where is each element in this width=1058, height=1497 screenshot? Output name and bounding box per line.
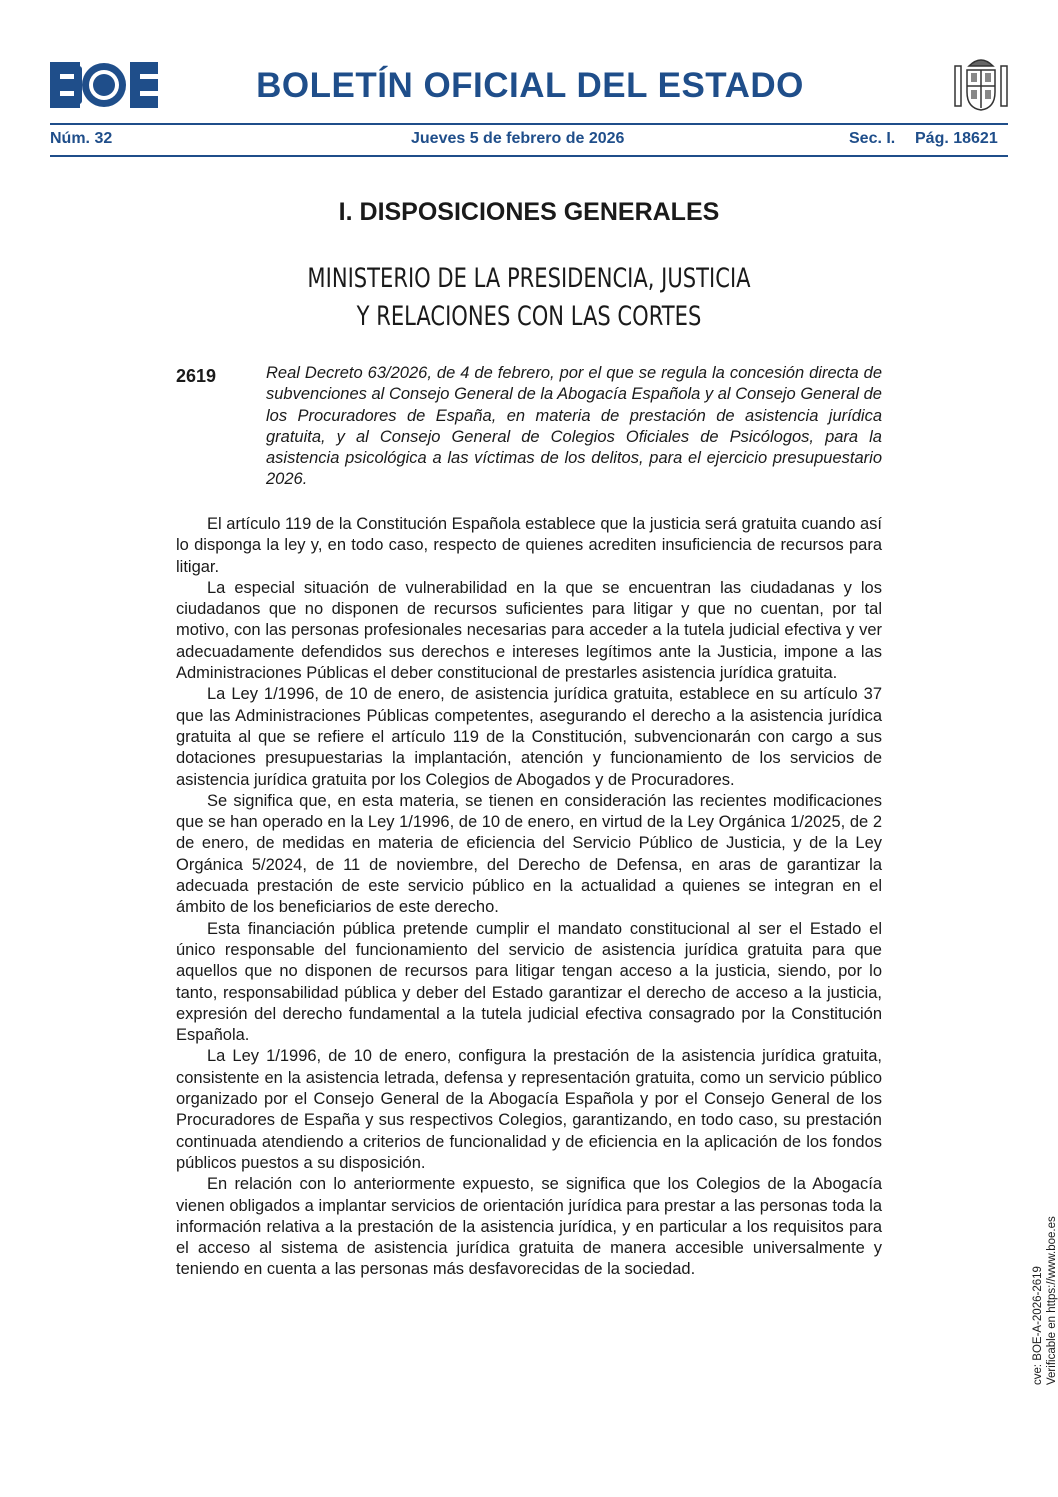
disposition-number: 2619 [176, 366, 217, 386]
header-rule [50, 123, 1008, 125]
paragraph: Se significa que, en esta materia, se tienen en consideración las recientes modificaciones que se han operado en la Ley 1/1996, de 10 de enero, en virtud de la Ley Orgánica 1/2025, de 2 de enero, de medidas en materia de eficiencia del Servicio Público de Justicia, y de la Ley Orgánica 5/2024, de 11 de noviembre, del Derecho de Defensa, en aras de garantizar la adecuada prestación de este servicio público en la actualidad a quienes se integran en el ámbito de los beneficiarios de este derecho. [176, 791, 882, 917]
paragraph: La Ley 1/1996, de 10 de enero, de asistencia jurídica gratuita, establece en su artículo 37 que las Administraciones Públicas competentes, asegurando el derecho a la asistencia jurídica gratuita al que se refiere el artículo 119 de la Constitución, subvencionarán con cargo a sus dotaciones presupuestarias la implantación, atención y funcionamiento de los servicios de asistencia jurídica gratuita por los Colegios de Abogados y de Procuradores. [176, 685, 882, 789]
disposition-title: Real Decreto 63/2026, de 4 de febrero, por el que se regula la concesión directa de subvenciones al Consejo General de la Abogacía Española y al Consejo General de los Procuradores de España, en materia de prestación de asistencia jurídica gratuita, y al Consejo General de Colegios Oficiales de Psicólogos, para la asistencia psicológica a las víctimas de los delitos, para el ejercicio presupuestario 2026. [266, 364, 882, 489]
ministry-line: MINISTERIO DE LA PRESIDENCIA, JUSTICIA [307, 263, 751, 294]
meta-rule [50, 155, 1008, 157]
ministry-name [116, 260, 941, 336]
coat-of-arms-icon [952, 52, 1010, 114]
paragraph: El artículo 119 de la Constitución Española establece que la justicia será gratuita cuando así lo disponga la ley y, en todo caso, respecto de quienes acrediten insuficiencia de recursos para litigar. [176, 515, 882, 576]
page-title: BOLETÍN OFICIAL DEL ESTADO [256, 66, 804, 105]
verification-sidebar [1031, 1216, 1058, 1385]
section-title: I. DISPOSICIONES GENERALES [338, 198, 720, 226]
boe-logo-icon [50, 62, 158, 108]
issue-date: Jueves 5 de febrero de 2026 [411, 130, 625, 147]
ministry-line: Y RELACIONES CON LAS CORTES [356, 301, 702, 332]
verification-link[interactable]: Verificable en https://www.boe.es [1046, 1216, 1058, 1385]
page-number: Pág. 18621 [915, 130, 998, 147]
issue-number: Núm. 32 [50, 130, 113, 147]
paragraph: La especial situación de vulnerabilidad en la que se encuentran las ciudadanas y los ciudadanos que no disponen de recursos suficientes para litigar y que no cuentan, por tal motivo, con las personas profesionales necesarias para acceder a la tutela judicial efectiva y ver adecuadamente defendidos sus derechos e intereses legítimos ante la Justicia, impone a las Administraciones Públicas el deber constitucional de prestarles asistencia jurídica gratuita. [176, 578, 882, 683]
document-body [176, 514, 882, 1281]
paragraph: Esta financiación pública pretende cumplir el mandato constitucional al ser el Estado el único responsable del funcionamiento del servicio de asistencia jurídica gratuita para que aquellos que no disponen de recursos para litigar tengan acceso a la justicia, siendo, por lo tanto, responsabilidad pública y deber del Estado garantizar el derecho de acceso a la justicia, expresión del derecho fundamental a la tutela judicial efectiva consagrado por la Constitución Española. [176, 919, 882, 1045]
paragraph: En relación con lo anteriormente expuesto, se significa que los Colegios de la Abogacía vienen obligados a implantar servicios de orientación jurídica para prestar a las personas toda la información relativa a la prestación de la asistencia jurídica, y en particular a los requisitos para el acceso al sistema de asistencia jurídica gratuita de manera accesible universalmente y teniendo en cuenta a las personas más desfavorecidas de la sociedad. [176, 1175, 882, 1279]
paragraph: La Ley 1/1996, de 10 de enero, configura la prestación de la asistencia jurídica gratuita, consistente en la asistencia letrada, defensa y representación gratuita, como un servicio público organizado por el Consejo General de la Abogacía Española y por el Consejo General de los Procuradores de España y sus respectivos Colegios, garantizando, en todo caso, su prestación continuada atendiendo a criterios de funcionalidad y de eficiencia en la aplicación de los fondos públicos puestos a su disposición. [176, 1047, 882, 1172]
cve-code: cve: BOE-A-2026-2619 [1032, 1266, 1044, 1385]
section-label: Sec. I. [849, 130, 896, 147]
